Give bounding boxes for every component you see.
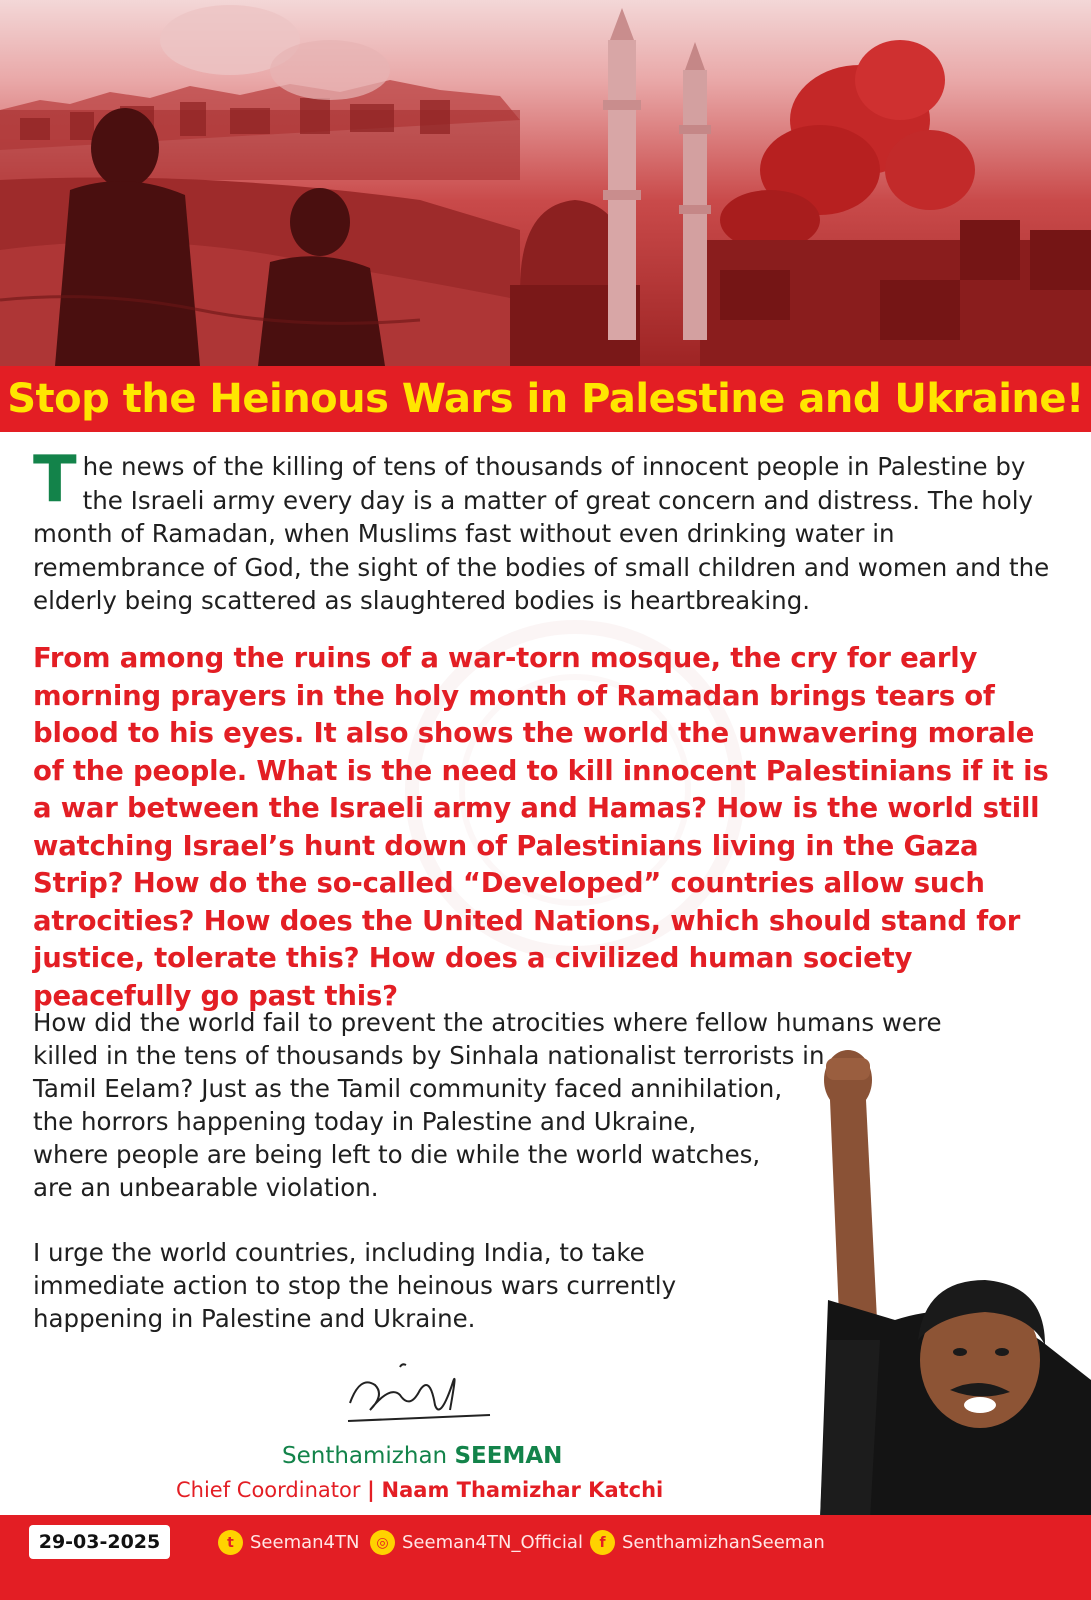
facebook-icon: f [590, 1530, 615, 1555]
appeal-paragraph [33, 1236, 733, 1335]
twitter-link[interactable] [218, 1530, 359, 1555]
paragraph-line: immediate action to stop the heinous wars currently [33, 1271, 677, 1300]
paragraph-line: I urge the world countries, including India, to take [33, 1238, 645, 1267]
role-title: Chief Coordinator [176, 1478, 361, 1502]
eelam-paragraph [33, 1006, 942, 1204]
signatory-last-name: SEEMAN [454, 1443, 563, 1469]
war-scene-illustration [0, 0, 1091, 366]
twitter-handle: Seeman4TN [250, 1532, 360, 1553]
role-separator: | [367, 1478, 375, 1502]
drop-cap: T [33, 443, 77, 517]
paragraph-line: Tamil Eelam? Just as the Tamil community faced annihilation, [33, 1074, 783, 1103]
signatory-role [176, 1478, 663, 1502]
highlight-paragraph: From among the ruins of a war-torn mosque, the cry for early morning prayers in the holy month of Ramadan brings tears of blood to his eyes. It also shows the world the unwavering morale of the people. What is the need to kill innocent Palestinians if it is a war between the Israeli army and Hamas? How is the world still watching Israel’s hunt down of Palestinians living in the Gaza Strip? How do the so-called “Developed” countries allow such atrocities? How does the United Nations, which should stand for justice, tolerate this? How does a civilized human society peacefully go past this? [33, 642, 1049, 1012]
intro-text: he news of the killing of tens of thousands of innocent people in Palestine by the Israeli army every day is a matter of great concern and distress. The holy month of Ramadan, when Muslims fast without even drinking water in remembrance of God, the sight of the bodies of small children and women and the elderly being scattered as slaughtered bodies is heartbreaking. [33, 452, 1050, 615]
twitter-icon: t [218, 1530, 243, 1555]
facebook-link[interactable] [590, 1530, 825, 1555]
leader-photo [800, 1040, 1091, 1520]
paragraph-line: the horrors happening today in Palestine and Ukraine, [33, 1107, 697, 1136]
page-title: Stop the Heinous Wars in Palestine and Ukraine! [7, 376, 1084, 422]
title-banner [0, 366, 1091, 432]
paragraph-line: killed in the tens of thousands by Sinhala nationalist terrorists in [33, 1041, 825, 1070]
date-badge: 29-03-2025 [29, 1525, 170, 1559]
facebook-handle: SenthamizhanSeeman [622, 1532, 825, 1553]
paragraph-line: How did the world fail to prevent the atrocities where fellow humans were [33, 1008, 942, 1037]
instagram-link[interactable] [370, 1530, 583, 1555]
paragraph-line: are an unbearable violation. [33, 1173, 379, 1202]
paragraph-line: happening in Palestine and Ukraine. [33, 1304, 476, 1333]
intro-paragraph [33, 443, 1053, 618]
hero-image [0, 0, 1091, 366]
instagram-icon: ◎ [370, 1530, 395, 1555]
signatory-name [282, 1443, 562, 1469]
paragraph-line: where people are being left to die while the world watches, [33, 1140, 761, 1169]
organization-name: Naam Thamizhar Katchi [381, 1478, 664, 1502]
instagram-handle: Seeman4TN_Official [402, 1532, 583, 1553]
signatory-first-name: Senthamizhan [282, 1443, 448, 1469]
handwritten-signature [340, 1355, 500, 1435]
